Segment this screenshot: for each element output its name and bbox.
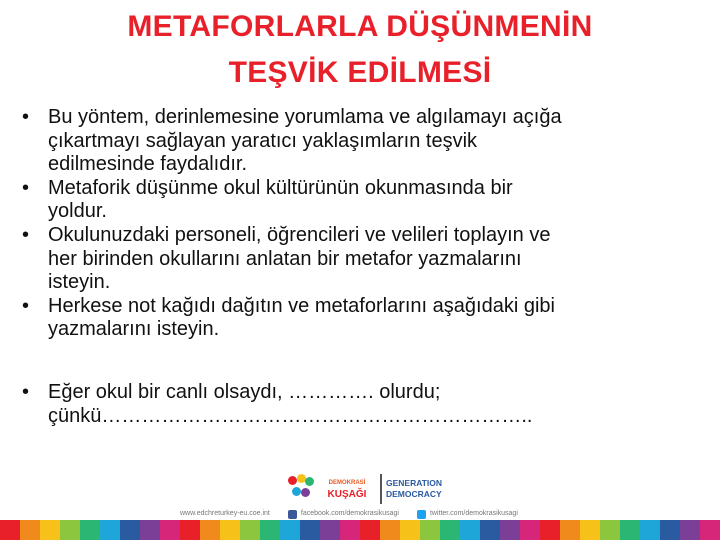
color-stripe-segment bbox=[520, 520, 540, 540]
color-stripe-segment bbox=[60, 520, 80, 540]
color-stripe-segment bbox=[540, 520, 560, 540]
logo-divider bbox=[380, 474, 382, 504]
bullet-line: yazmalarını isteyin. bbox=[48, 318, 220, 341]
bullet-line: Bu yöntem, derinlemesine yorumlama ve algılamayı açığa bbox=[48, 106, 562, 128]
twitter-icon bbox=[417, 510, 426, 519]
logo-text-generation: GENERATION bbox=[386, 478, 443, 488]
color-stripe-segment bbox=[660, 520, 680, 540]
bullet-line: Okulunuzdaki personeli, öğrencileri ve velileri toplayın ve bbox=[48, 223, 551, 246]
color-stripe-segment bbox=[80, 520, 100, 540]
bullet-line: Eğer okul bir canlı olsaydı, …………. olurdu; bbox=[48, 380, 441, 403]
bullet-marker: • bbox=[22, 223, 30, 246]
color-stripe-segment bbox=[180, 520, 200, 540]
color-stripe-segment bbox=[260, 520, 280, 540]
bullet-marker: • bbox=[22, 106, 30, 128]
color-stripe-segment bbox=[140, 520, 160, 540]
twitter-link-text: twitter.com/demokrasikusagi bbox=[429, 510, 518, 517]
website-link-text: www.edchreturkey-eu.coe.int bbox=[180, 510, 270, 517]
generation-democracy-logo bbox=[288, 472, 446, 506]
slide-title bbox=[0, 4, 720, 96]
color-stripe bbox=[0, 520, 720, 540]
color-stripe-segment bbox=[440, 520, 460, 540]
bullet-marker: • bbox=[22, 176, 30, 199]
color-stripe-segment bbox=[40, 520, 60, 540]
color-stripe-segment bbox=[20, 520, 40, 540]
figures-logo-icon bbox=[288, 474, 314, 504]
twitter-link[interactable] bbox=[417, 508, 518, 520]
facebook-link[interactable] bbox=[288, 508, 399, 520]
color-stripe-segment bbox=[400, 520, 420, 540]
color-stripe-segment bbox=[100, 520, 120, 540]
facebook-link-text: facebook.com/demokrasikusagi bbox=[300, 510, 399, 517]
color-stripe-segment bbox=[200, 520, 220, 540]
color-stripe-segment bbox=[680, 520, 700, 540]
bullet-item bbox=[22, 106, 702, 177]
bullet-item bbox=[22, 224, 702, 295]
bullet-line: isteyin. bbox=[48, 271, 111, 294]
website-link[interactable] bbox=[180, 508, 270, 520]
bullet-line: yoldur. bbox=[48, 200, 107, 223]
color-stripe-segment bbox=[220, 520, 240, 540]
footer-links bbox=[180, 508, 620, 520]
color-stripe-segment bbox=[120, 520, 140, 540]
color-stripe-segment bbox=[420, 520, 440, 540]
bullet-marker: • bbox=[22, 294, 30, 317]
color-stripe-segment bbox=[340, 520, 360, 540]
facebook-icon bbox=[288, 510, 297, 519]
color-stripe-segment bbox=[240, 520, 260, 540]
color-stripe-segment bbox=[560, 520, 580, 540]
logo-text-democracy: DEMOCRACY bbox=[386, 489, 442, 499]
bullet-item bbox=[22, 381, 702, 428]
color-stripe-segment bbox=[700, 520, 720, 540]
color-stripe-segment bbox=[620, 520, 640, 540]
bullet-list bbox=[22, 106, 702, 428]
bullet-line: çünkü……………………………………………………….. bbox=[48, 404, 533, 427]
color-stripe-segment bbox=[580, 520, 600, 540]
bullet-item bbox=[22, 295, 702, 342]
bullet-line: çıkartmayı sağlayan yaratıcı yaklaşımların teşvik bbox=[48, 129, 478, 152]
slide-title-line-2: TEŞVİK EDİLMESİ bbox=[228, 56, 492, 89]
bullet-item bbox=[22, 177, 702, 224]
color-stripe-segment bbox=[460, 520, 480, 540]
slide-title-line-1: METAFORLARLA DÜŞÜNMENİN bbox=[127, 10, 593, 43]
bullet-marker: • bbox=[22, 380, 30, 403]
color-stripe-segment bbox=[500, 520, 520, 540]
logo-text-demokrasi: DEMOKRASİ bbox=[328, 480, 366, 486]
bullet-line: Herkese not kağıdı dağıtın ve metaforlarını aşağıdaki gibi bbox=[48, 294, 555, 317]
bullet-line: edilmesinde faydalıdır. bbox=[48, 153, 248, 176]
color-stripe-segment bbox=[640, 520, 660, 540]
color-stripe-segment bbox=[600, 520, 620, 540]
color-stripe-segment bbox=[280, 520, 300, 540]
color-stripe-segment bbox=[320, 520, 340, 540]
color-stripe-segment bbox=[360, 520, 380, 540]
bullet-line: her birinden okullarını anlatan bir metafor yazmalarını bbox=[48, 247, 522, 270]
bullet-line: Metaforik düşünme okul kültürünün okunmasında bir bbox=[48, 176, 513, 199]
color-stripe-segment bbox=[380, 520, 400, 540]
color-stripe-segment bbox=[0, 520, 20, 540]
color-stripe-segment bbox=[300, 520, 320, 540]
color-stripe-segment bbox=[160, 520, 180, 540]
logo-text-kusagi: KUŞAĞI bbox=[327, 489, 367, 500]
color-stripe-segment bbox=[480, 520, 500, 540]
